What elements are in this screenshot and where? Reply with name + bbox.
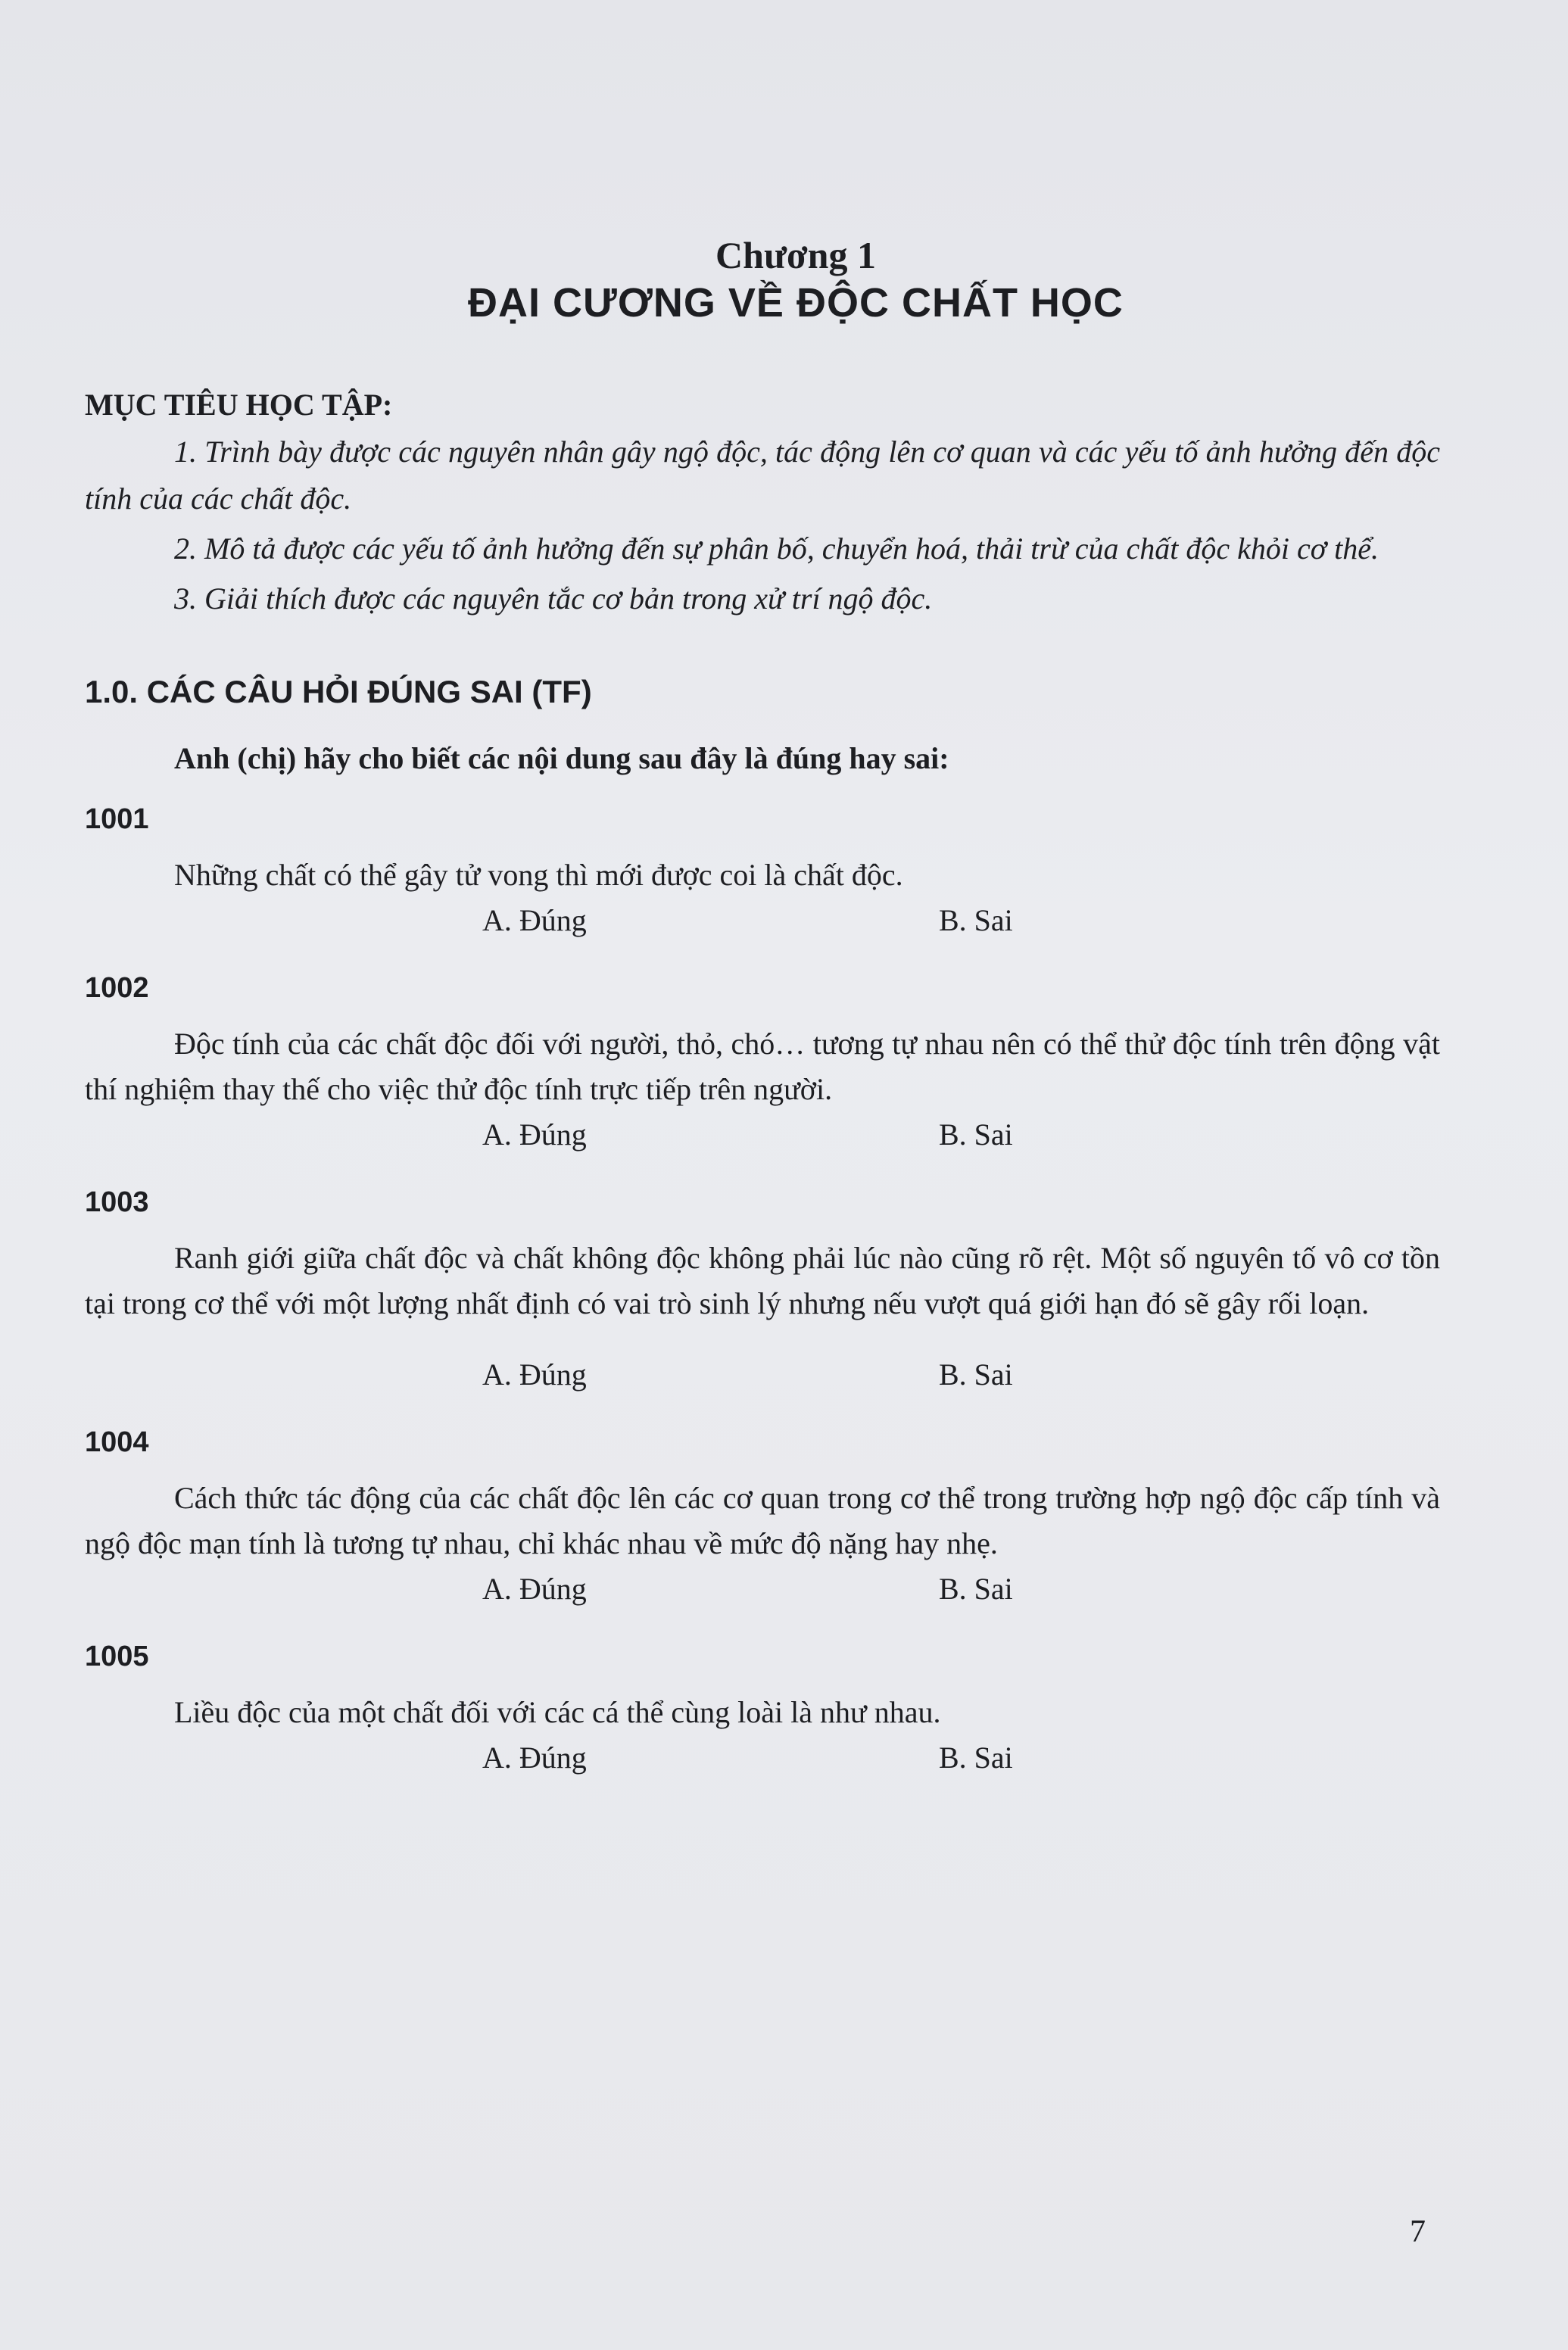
option-true: A. Đúng xyxy=(482,1117,587,1152)
answer-options xyxy=(85,1117,1440,1159)
section-instruction: Anh (chị) hãy cho biết các nội dung sau đây là đúng hay sai: xyxy=(174,741,949,775)
question-text: Những chất có thể gây tử vong thì mới được coi là chất độc. xyxy=(174,858,903,892)
objective-item: 1. Trình bày được các nguyên nhân gây ngộ độc, tác động lên cơ quan và các yếu tố ảnh hưởng đến độc tính của các chất độc. xyxy=(85,435,1440,516)
question-text: Cách thức tác động của các chất độc lên các cơ quan trong cơ thể trong trường hợp ngộ độc cấp tính và ngộ độc mạn tính là tương tự nhau, chỉ khác nhau về mức độ nặng hay nhẹ. xyxy=(85,1481,1440,1560)
objective-item: 3. Giải thích được các nguyên tắc cơ bản trong xử trí ngộ độc. xyxy=(174,581,933,616)
section-heading: 1.0. CÁC CÂU HỎI ĐÚNG SAI (TF) xyxy=(85,674,592,709)
page-number: 7 xyxy=(1410,2214,1426,2249)
question-number: 1004 xyxy=(85,1426,149,1458)
objective-item: 2. Mô tả được các yếu tố ảnh hưởng đến sự phân bố, chuyển hoá, thải trừ của chất độc khỏi cơ thể. xyxy=(174,531,1379,566)
option-true: A. Đúng xyxy=(482,1741,587,1775)
answer-options xyxy=(85,1357,1440,1399)
question-text: Ranh giới giữa chất độc và chất không độc không phải lúc nào cũng rõ rệt. Một số nguyên tố vô cơ tồn tại trong cơ thể với một lượng nhất định có vai trò sinh lý nhưng nếu vượt quá giới hạn đó sẽ gây rối loạn. xyxy=(85,1241,1440,1320)
option-false: B. Sai xyxy=(939,1357,1013,1392)
option-false: B. Sai xyxy=(939,1741,1013,1775)
chapter-number: Chương 1 xyxy=(715,234,876,276)
question-number: 1003 xyxy=(85,1186,149,1218)
answer-options xyxy=(85,902,1440,945)
question-number: 1002 xyxy=(85,972,149,1004)
option-false: B. Sai xyxy=(939,1572,1013,1606)
answer-options xyxy=(85,1740,1440,1782)
answer-options xyxy=(85,1571,1440,1613)
chapter-title: ĐẠI CƯƠNG VỀ ĐỘC CHẤT HỌC xyxy=(468,280,1124,326)
option-true: A. Đúng xyxy=(482,903,587,937)
objectives-heading: MỤC TIÊU HỌC TẬP: xyxy=(85,388,393,422)
option-true: A. Đúng xyxy=(482,1572,587,1606)
question-number: 1001 xyxy=(85,803,149,835)
question-number: 1005 xyxy=(85,1641,149,1672)
option-true: A. Đúng xyxy=(482,1357,587,1392)
page-content xyxy=(85,235,1440,1782)
question-text: Độc tính của các chất độc đối với người, thỏ, chó… tương tự nhau nên có thể thử độc tính trên động vật thí nghiệm thay thế cho việc thử độc tính trực tiếp trên người. xyxy=(85,1027,1440,1106)
option-false: B. Sai xyxy=(939,903,1013,937)
question-text: Liều độc của một chất đối với các cá thể cùng loài là như nhau. xyxy=(174,1695,941,1729)
option-false: B. Sai xyxy=(939,1117,1013,1152)
